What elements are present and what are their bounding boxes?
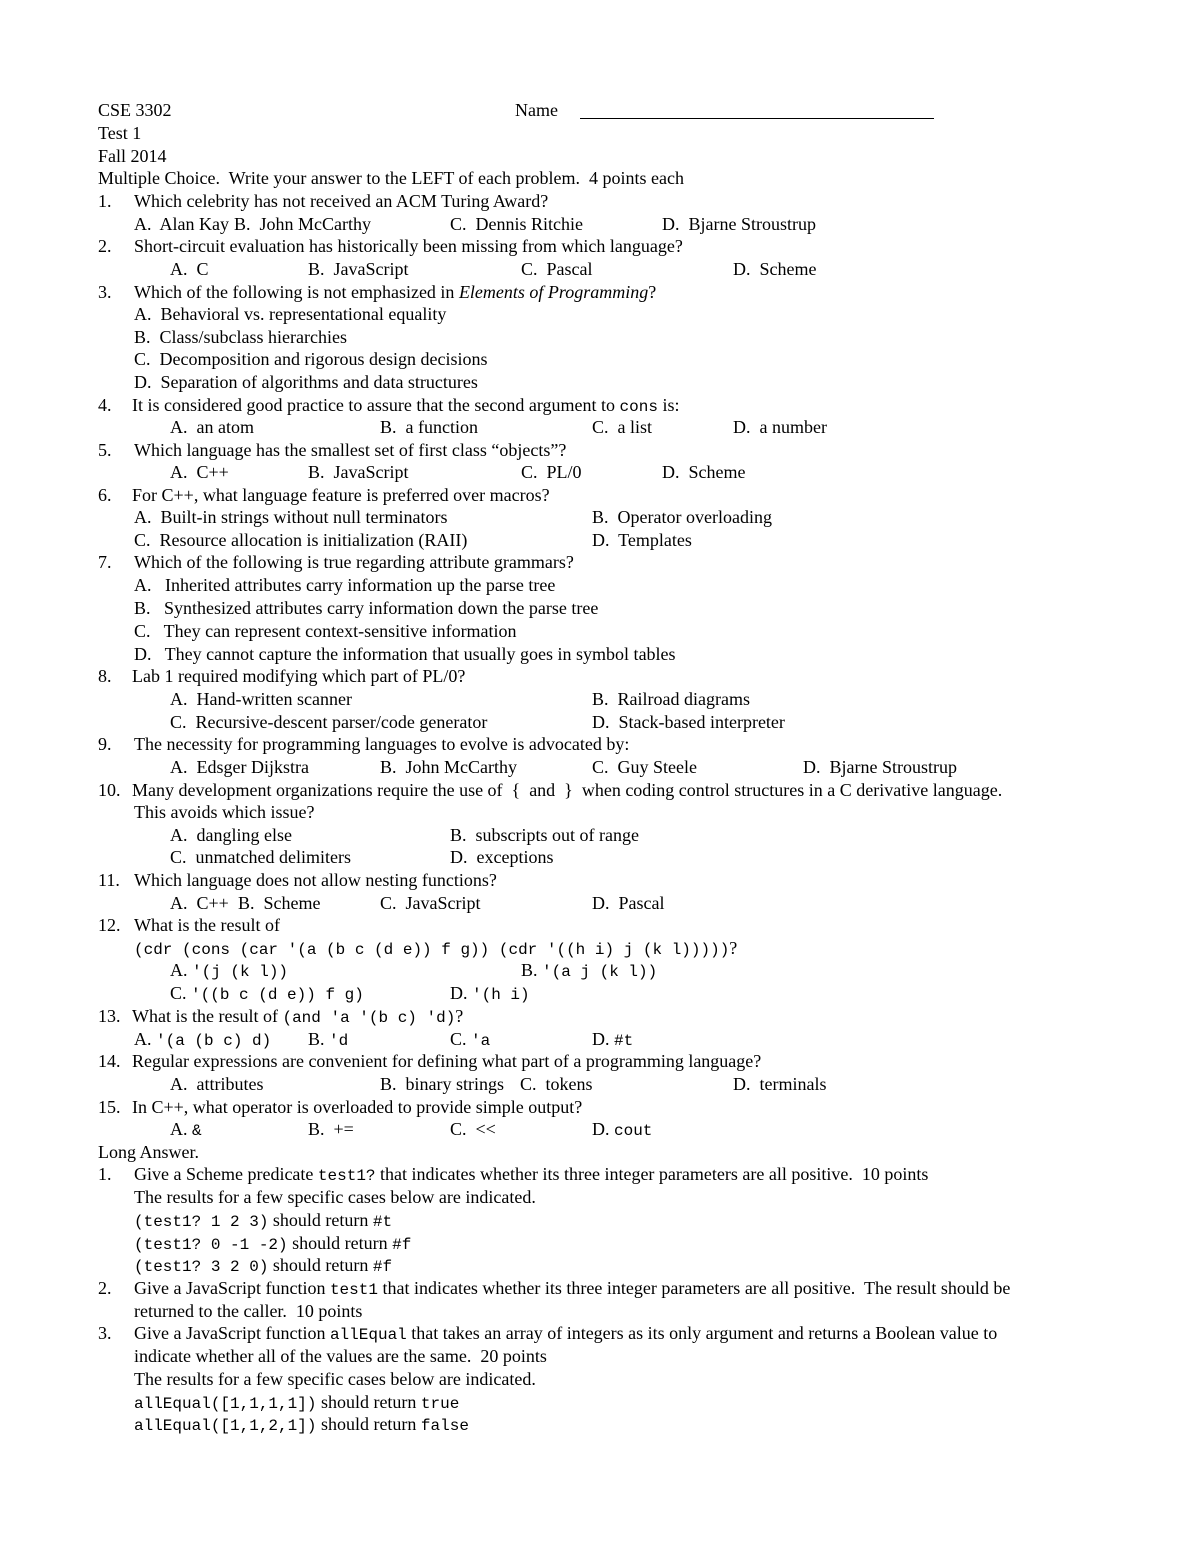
la3-ex2-code: allEqual([1,1,2,1]) <box>134 1417 317 1435</box>
q1-text: Which celebrity has not received an ACM Turing Award? <box>134 191 549 211</box>
q14-option-c: C. tokens <box>520 1074 593 1094</box>
name-label: Name <box>515 100 558 120</box>
q9-option-d: D. Bjarne Stroustrup <box>803 757 957 777</box>
la3-ex2-text: should return <box>316 1414 421 1434</box>
q3-book-title: Elements of Programming <box>458 282 649 302</box>
q10-text-line2: This avoids which issue? <box>134 802 315 822</box>
la3-line3: The results for a few specific cases below are indicated. <box>134 1369 536 1389</box>
q13-option-b <box>308 1028 348 1052</box>
la3-example-2 <box>134 1413 469 1437</box>
la1-number: 1. <box>98 1164 112 1184</box>
q5-option-d: D. Scheme <box>662 462 746 482</box>
la3-example-1 <box>134 1391 459 1415</box>
la1-example-3 <box>134 1254 392 1278</box>
q12-a-label: A. <box>170 960 188 980</box>
q13-b-code: 'd <box>329 1032 349 1050</box>
la2-number: 2. <box>98 1278 112 1298</box>
q6-option-b: B. Operator overloading <box>592 507 772 527</box>
q15-a-label: A. <box>170 1119 188 1139</box>
q12-number: 12. <box>98 915 121 935</box>
la3-ex2-result: false <box>420 1417 469 1435</box>
q12-b-label: B. <box>521 960 538 980</box>
q13-code-tail: ? <box>455 1006 464 1026</box>
q12-code: (cdr (cons (car '(a (b c (d e)) f g)) (cdr '((h i) j (k l))))) <box>134 941 730 959</box>
q13-a-label: A. <box>134 1029 152 1049</box>
q4-option-c: C. a list <box>592 417 653 437</box>
la1-example-2 <box>134 1232 411 1256</box>
la3-post: that takes an array of integers as its only argument and returns a Boolean value to <box>406 1323 998 1343</box>
q1-number: 1. <box>98 191 112 211</box>
q8-option-c: C. Recursive-descent parser/code generator <box>170 712 488 732</box>
q4-option-d: D. a number <box>733 417 827 437</box>
q11-option-c: C. JavaScript <box>380 893 481 913</box>
q3-option-a: A. Behavioral vs. representational equality <box>134 304 447 324</box>
q14-option-b: B. binary strings <box>380 1074 504 1094</box>
q7-option-a: A. Inherited attributes carry information up the parse tree <box>134 575 556 595</box>
q4-text-post: is: <box>657 395 680 415</box>
q13-text-pre: What is the result of <box>132 1006 283 1026</box>
q12-option-d <box>450 982 530 1006</box>
q6-option-d: D. Templates <box>592 530 692 550</box>
la1-line2: The results for a few specific cases below are indicated. <box>134 1187 536 1207</box>
q2-option-c: C. Pascal <box>521 259 593 279</box>
la1-ex2-code: (test1? 0 -1 -2) <box>134 1236 288 1254</box>
q13-option-a <box>134 1028 271 1052</box>
q3-option-b: B. Class/subclass hierarchies <box>134 327 347 347</box>
q8-option-a: A. Hand-written scanner <box>170 689 352 709</box>
q13-code: (and 'a '(b c) 'd) <box>282 1009 456 1027</box>
q3-number: 3. <box>98 282 112 302</box>
q4-number: 4. <box>98 395 112 415</box>
la2-code: test1 <box>329 1281 378 1299</box>
q3-text-pre: Which of the following is not emphasized in <box>134 282 459 302</box>
q4-option-a: A. an atom <box>170 417 254 437</box>
la3-number: 3. <box>98 1323 112 1343</box>
q13-c-label: C. <box>450 1029 467 1049</box>
q3-option-c: C. Decomposition and rigorous design decisions <box>134 349 488 369</box>
q12-option-a <box>170 959 288 983</box>
q15-option-d <box>592 1118 652 1142</box>
q4-text-pre: It is considered good practice to assure that the second argument to <box>132 395 620 415</box>
course-code: CSE 3302 <box>98 100 172 120</box>
la1-code: test1? <box>317 1167 376 1185</box>
q7-number: 7. <box>98 552 112 572</box>
q10-option-c: C. unmatched delimiters <box>170 847 351 867</box>
la1-ex2-result: #f <box>392 1236 412 1254</box>
q12-text: What is the result of <box>134 915 280 935</box>
la1-ex1-text: should return <box>268 1210 373 1230</box>
la1-text <box>134 1163 928 1187</box>
q4-text <box>132 394 679 418</box>
term: Fall 2014 <box>98 146 167 166</box>
long-answer-heading: Long Answer. <box>98 1142 199 1162</box>
q1-option-c: C. Dennis Ritchie <box>450 214 583 234</box>
q12-a-code: '(j (k l)) <box>192 963 289 981</box>
q12-option-b <box>521 959 657 983</box>
q12-c-label: C. <box>170 983 187 1003</box>
q1-option-b: B. John McCarthy <box>234 214 371 234</box>
q14-number: 14. <box>98 1051 121 1071</box>
q15-option-c: C. << <box>450 1119 496 1139</box>
q15-d-code: cout <box>614 1122 653 1140</box>
q9-option-a: A. Edsger Dijkstra <box>170 757 309 777</box>
la3-ex1-code: allEqual([1,1,1,1]) <box>134 1395 317 1413</box>
q14-option-d: D. terminals <box>733 1074 827 1094</box>
q7-option-d: D. They cannot capture the information that usually goes in symbol tables <box>134 644 676 664</box>
la1-ex3-result: #f <box>372 1258 393 1276</box>
q2-text: Short-circuit evaluation has historically been missing from which language? <box>134 236 683 256</box>
q13-d-label: D. <box>592 1029 610 1049</box>
q11-option-b: B. Scheme <box>238 893 321 913</box>
q6-option-c: C. Resource allocation is initialization (RAII) <box>134 530 468 550</box>
la2-line2: returned to the caller. 10 points <box>134 1301 363 1321</box>
q7-text: Which of the following is true regarding attribute grammars? <box>134 552 574 572</box>
q4-code-cons: cons <box>619 398 658 416</box>
q3-text-post: ? <box>648 282 657 302</box>
q3-text <box>134 281 656 303</box>
q1-option-a: A. Alan Kay <box>134 214 229 234</box>
q12-d-label: D. <box>450 983 468 1003</box>
la3-pre: Give a JavaScript function <box>134 1323 330 1343</box>
q7-option-b: B. Synthesized attributes carry information down the parse tree <box>134 598 599 618</box>
q12-b-code: '(a j (k l)) <box>542 963 658 981</box>
q9-number: 9. <box>98 734 112 754</box>
q11-text: Which language does not allow nesting functions? <box>134 870 497 890</box>
q15-d-label: D. <box>592 1119 610 1139</box>
q5-number: 5. <box>98 440 112 460</box>
q11-option-d: D. Pascal <box>592 893 665 913</box>
q2-option-a: A. C <box>170 259 209 279</box>
la1-ex3-text: should return <box>268 1255 373 1275</box>
q13-a-code: '(a (b c) d) <box>156 1032 272 1050</box>
la1-ex2-text: should return <box>287 1233 393 1253</box>
la3-text <box>134 1322 997 1346</box>
la2-text <box>134 1277 1010 1301</box>
q8-number: 8. <box>98 666 112 686</box>
q10-option-a: A. dangling else <box>170 825 292 845</box>
q6-number: 6. <box>98 485 112 505</box>
q13-option-c <box>450 1028 490 1052</box>
la3-ex1-text: should return <box>316 1392 421 1412</box>
q10-option-d: D. exceptions <box>450 847 554 867</box>
q6-text: For C++, what language feature is preferred over macros? <box>132 485 550 505</box>
la1-example-1 <box>134 1209 392 1233</box>
la1-ex3-code: (test1? 3 2 0) <box>134 1258 269 1276</box>
test-number: Test 1 <box>98 123 142 143</box>
q9-text: The necessity for programming languages to evolve is advocated by: <box>134 734 630 754</box>
q15-option-b: B. += <box>308 1119 354 1139</box>
q5-option-a: A. C++ <box>170 462 229 482</box>
q9-option-b: B. John McCarthy <box>380 757 517 777</box>
q15-number: 15. <box>98 1097 121 1117</box>
q10-number: 10. <box>98 780 121 800</box>
q9-option-c: C. Guy Steele <box>592 757 697 777</box>
q12-code-tail: ? <box>729 938 738 958</box>
q3-option-d: D. Separation of algorithms and data structures <box>134 372 478 392</box>
q8-text: Lab 1 required modifying which part of PL/0? <box>132 666 466 686</box>
q8-option-b: B. Railroad diagrams <box>592 689 750 709</box>
la2-post: that indicates whether its three integer parameters are all positive. The result should be <box>377 1278 1011 1298</box>
q13-text <box>132 1005 463 1029</box>
q12-c-code: '((b c (d e)) f g) <box>191 986 364 1004</box>
q5-text: Which language has the smallest set of first class “objects”? <box>134 440 567 460</box>
q8-option-d: D. Stack-based interpreter <box>592 712 785 732</box>
q15-option-a <box>170 1118 202 1142</box>
q10-text: Many development organizations require the use of { and } when coding control structures in a C derivative language. <box>132 780 1003 800</box>
q10-option-b: B. subscripts out of range <box>450 825 639 845</box>
la3-line2: indicate whether all of the values are the same. 20 points <box>134 1346 547 1366</box>
la1-ex1-result: #t <box>372 1213 393 1231</box>
q2-option-b: B. JavaScript <box>308 259 409 279</box>
q12-expression <box>134 937 737 961</box>
q12-d-code: '(h i) <box>472 986 530 1004</box>
q2-option-d: D. Scheme <box>733 259 817 279</box>
la3-ex1-result: true <box>420 1395 460 1413</box>
q5-option-c: C. PL/0 <box>521 462 582 482</box>
q13-number: 13. <box>98 1006 121 1026</box>
q11-number: 11. <box>98 870 120 890</box>
q11-option-a: A. C++ <box>170 893 229 913</box>
la1-post: that indicates whether its three integer parameters are all positive. 10 points <box>375 1164 929 1184</box>
q2-number: 2. <box>98 236 112 256</box>
la1-pre: Give a Scheme predicate <box>134 1164 318 1184</box>
q15-text: In C++, what operator is overloaded to provide simple output? <box>132 1097 583 1117</box>
q12-option-c <box>170 982 364 1006</box>
la2-pre: Give a JavaScript function <box>134 1278 330 1298</box>
q5-option-b: B. JavaScript <box>308 462 409 482</box>
q13-option-d <box>592 1028 633 1052</box>
q7-option-c: C. They can represent context-sensitive information <box>134 621 517 641</box>
q1-option-d: D. Bjarne Stroustrup <box>662 214 816 234</box>
q13-c-code: 'a <box>471 1032 491 1050</box>
q14-option-a: A. attributes <box>170 1074 264 1094</box>
q13-d-code: #t <box>614 1032 634 1050</box>
q13-b-label: B. <box>308 1029 325 1049</box>
q15-a-code: & <box>192 1122 202 1140</box>
q4-option-b: B. a function <box>380 417 478 437</box>
la1-ex1-code: (test1? 1 2 3) <box>134 1213 269 1231</box>
instructions: Multiple Choice. Write your answer to the LEFT of each problem. 4 points each <box>98 168 684 188</box>
q6-option-a: A. Built-in strings without null terminators <box>134 507 448 527</box>
name-blank-line[interactable] <box>580 118 934 119</box>
q14-text: Regular expressions are convenient for defining what part of a programming language? <box>132 1051 762 1071</box>
la3-code: allEqual <box>329 1326 407 1344</box>
